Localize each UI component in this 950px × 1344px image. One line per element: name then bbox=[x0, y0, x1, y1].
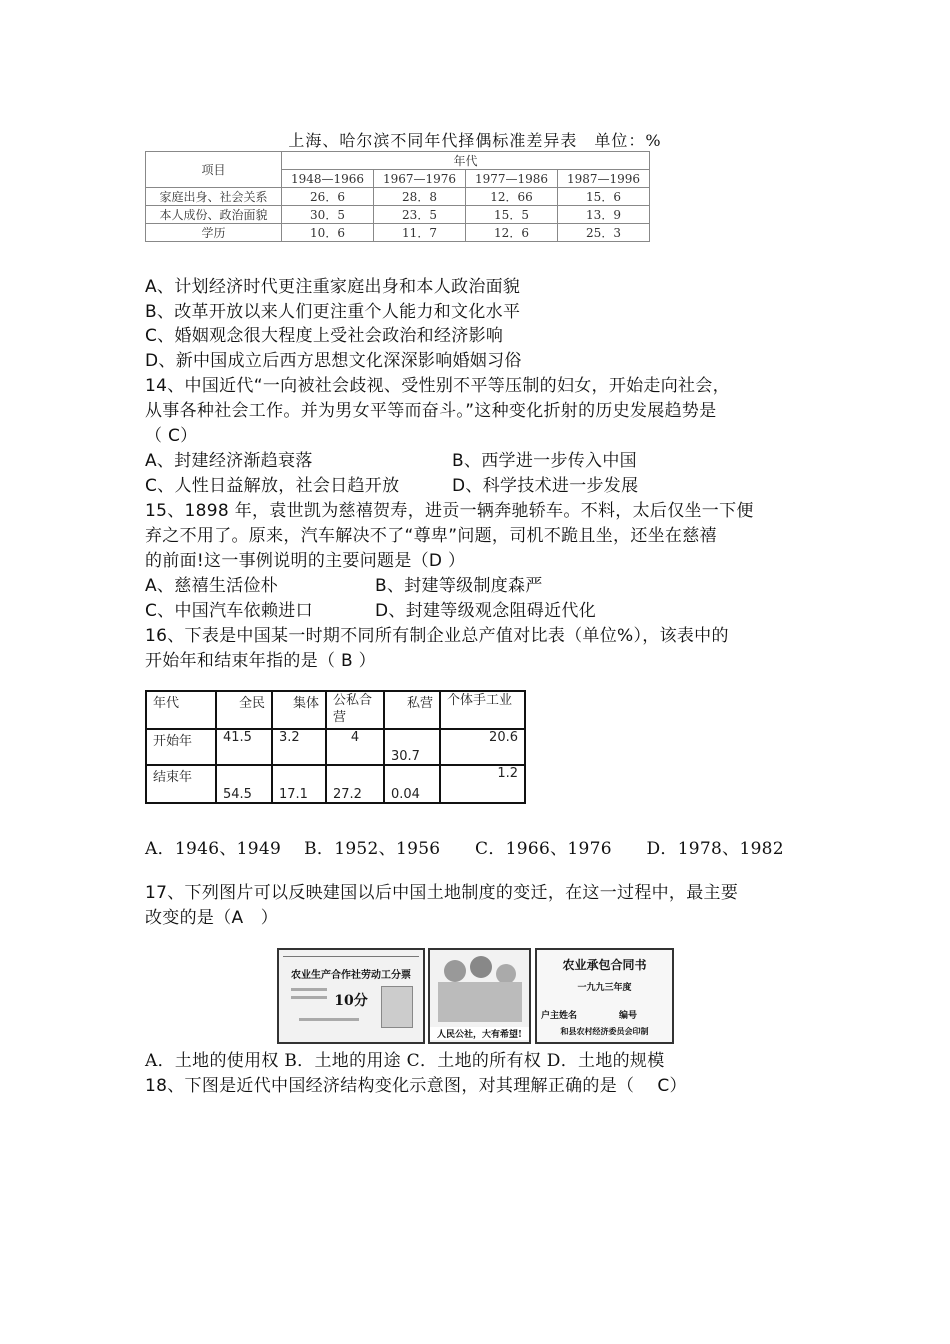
period-header: 1977—1986 bbox=[466, 170, 558, 188]
q15-stem-line: 的前面!这一事例说明的主要问题是（D ） bbox=[145, 551, 466, 571]
q15-option-d: D、封建等级观念阻碍近代化 bbox=[375, 601, 596, 621]
table-row bbox=[146, 765, 525, 803]
row-label: 家庭出身、社会关系 bbox=[146, 188, 282, 206]
cell: 41.5 bbox=[216, 729, 272, 765]
poster-caption: 人民公社，大有希望! bbox=[430, 1027, 529, 1040]
contract-title: 农业承包合同书 bbox=[562, 958, 647, 972]
q14-option-b: B、西学进一步传入中国 bbox=[452, 451, 637, 471]
row-label: 本人成份、政治面貌 bbox=[146, 206, 282, 224]
header-cell: 全民 bbox=[216, 691, 272, 729]
table-row bbox=[146, 206, 650, 224]
cell: 3.2 bbox=[272, 729, 326, 765]
q15-option-c: C、中国汽车依赖进口 bbox=[145, 601, 313, 621]
q17-stem-line: 17、下列图片可以反映建国以后中国土地制度的变迁，在这一过程中，最主要 bbox=[145, 883, 739, 903]
cell: 15．5 bbox=[466, 206, 558, 224]
q13-option-a: A、计划经济时代更注重家庭出身和本人政治面貌 bbox=[145, 277, 521, 297]
cell: 12．6 bbox=[466, 224, 558, 242]
q17-options: A．土地的使用权 B．土地的用途 C．土地的所有权 D．土地的规模 bbox=[145, 1051, 665, 1071]
q15-option-a: A、慈禧生活俭朴 bbox=[145, 576, 279, 596]
ownership-output-table bbox=[145, 690, 526, 804]
header-cell: 公私合营 bbox=[326, 691, 384, 729]
cell: 25．3 bbox=[558, 224, 650, 242]
cell: 11．7 bbox=[374, 224, 466, 242]
q14-option-d: D、科学技术进一步发展 bbox=[452, 476, 639, 496]
row-label: 学历 bbox=[146, 224, 282, 242]
cell: 28．8 bbox=[374, 188, 466, 206]
q14-stem-line: 14、中国近代“一向被社会歧视、受性别不平等压制的妇女，开始走向社会， bbox=[145, 376, 730, 396]
q13-option-b: B、改革开放以来人们更注重个人能力和文化水平 bbox=[145, 302, 521, 322]
cell: 20.6 bbox=[440, 729, 525, 765]
cell: 23．5 bbox=[374, 206, 466, 224]
cell: 17.1 bbox=[272, 765, 326, 803]
cell: 30.7 bbox=[384, 729, 440, 765]
table-row bbox=[146, 188, 650, 206]
header-cell: 个体手工业 bbox=[440, 691, 525, 729]
cell: 12．66 bbox=[466, 188, 558, 206]
q14-option-a: A、封建经济渐趋衰落 bbox=[145, 451, 313, 471]
item-header: 项目 bbox=[146, 152, 282, 188]
contract-footer: 和县农村经济委员会印制 bbox=[560, 1026, 649, 1036]
q16-stem-line: 16、下表是中国某一时期不同所有制企业总产值对比表（单位%），该表中的 bbox=[145, 626, 729, 646]
table1-caption: 上海、哈尔滨不同年代择偶标准差异表 单位：% bbox=[288, 131, 662, 150]
q15-option-b: B、封建等级制度森严 bbox=[375, 576, 543, 596]
contract-number-label: 编号 bbox=[619, 1011, 638, 1021]
work-point-ticket-image bbox=[277, 948, 425, 1044]
people-commune-poster-image bbox=[428, 948, 531, 1044]
table-row bbox=[146, 729, 525, 765]
cell: 26．6 bbox=[282, 188, 374, 206]
q15-stem-line: 15、1898 年，袁世凯为慈禧贺寿，进贡一辆奔驰轿车。不料，太后仅坐一下便 bbox=[145, 501, 754, 521]
header-cell: 年代 bbox=[146, 691, 216, 729]
marriage-criteria-table bbox=[145, 151, 650, 242]
q17-stem-line: 改变的是（A ） bbox=[145, 908, 279, 928]
q14-answer: （ C） bbox=[145, 426, 198, 446]
cell: 1.2 bbox=[440, 765, 525, 803]
q18-stem: 18、下图是近代中国经济结构变化示意图，对其理解正确的是（ C） bbox=[145, 1076, 687, 1096]
cell: 15．6 bbox=[558, 188, 650, 206]
q14-stem-line: 从事各种社会工作。并为男女平等而奋斗。”这种变化折射的历史发展趋势是 bbox=[145, 401, 717, 421]
q13-option-d: D、新中国成立后西方思想文化深深影响婚姻习俗 bbox=[145, 351, 522, 371]
table-row bbox=[146, 224, 650, 242]
cell: 30．5 bbox=[282, 206, 374, 224]
ticket-title: 农业生产合作社劳动工分票 bbox=[291, 970, 411, 981]
cell: 4 bbox=[326, 729, 384, 765]
header-cell: 集体 bbox=[272, 691, 326, 729]
cell: 27.2 bbox=[326, 765, 384, 803]
cell: 10．6 bbox=[282, 224, 374, 242]
period-header: 1967—1976 bbox=[374, 170, 466, 188]
q16-options: A．1946、1949 B．1952、1956 C．1966、1976 D．1978、1982 bbox=[145, 839, 784, 859]
q15-stem-line: 弃之不用了。原来，汽车解决不了“尊卑”问题，司机不跪且坐，还坐在慈禧 bbox=[145, 526, 717, 546]
row-label: 开始年 bbox=[146, 729, 216, 765]
q16-stem-line: 开始年和结束年指的是（ B ） bbox=[145, 651, 376, 671]
period-header: 1987—1996 bbox=[558, 170, 650, 188]
ticket-value: 10分 bbox=[334, 993, 368, 1009]
q13-option-c: C、婚姻观念很大程度上受社会政治和经济影响 bbox=[145, 326, 504, 346]
q14-option-c: C、人性日益解放，社会日趋开放 bbox=[145, 476, 400, 496]
contract-year: 一九九三年度 bbox=[577, 983, 632, 993]
era-header: 年代 bbox=[282, 152, 650, 170]
cell: 0.04 bbox=[384, 765, 440, 803]
contract-book-image bbox=[535, 948, 674, 1044]
cell: 54.5 bbox=[216, 765, 272, 803]
contract-owner-label: 户主姓名 bbox=[541, 1011, 578, 1021]
header-cell: 私营 bbox=[384, 691, 440, 729]
period-header: 1948—1966 bbox=[282, 170, 374, 188]
cell: 13．9 bbox=[558, 206, 650, 224]
row-label: 结束年 bbox=[146, 765, 216, 803]
